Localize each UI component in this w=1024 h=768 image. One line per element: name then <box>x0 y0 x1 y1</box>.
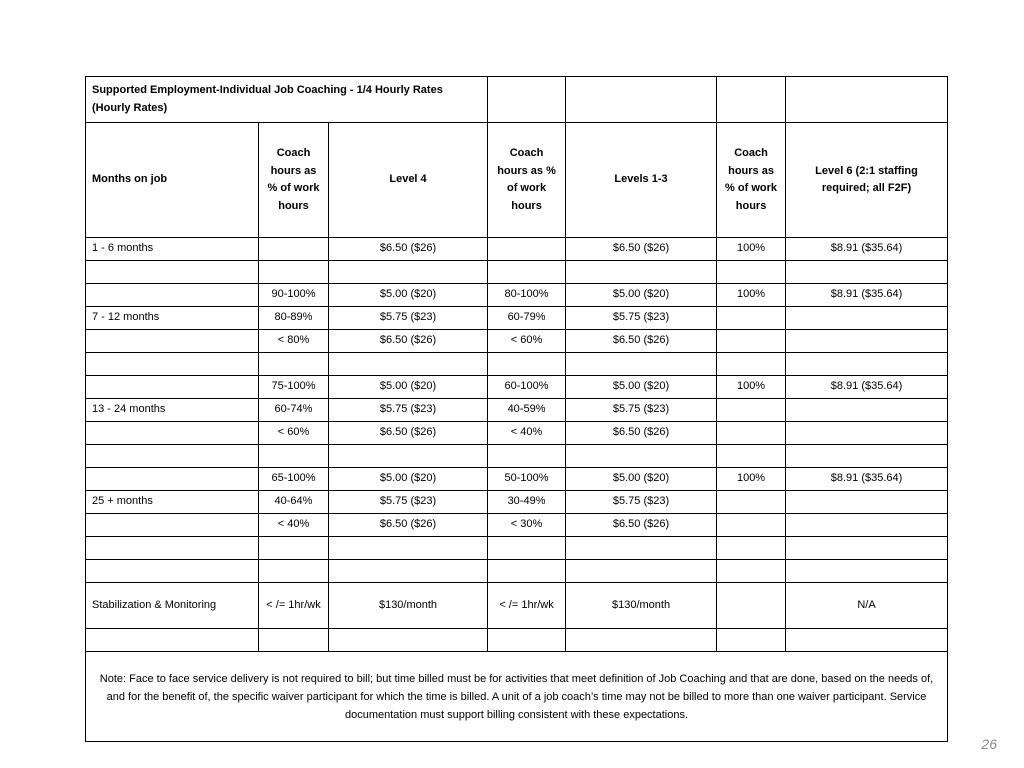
stabilization-coach-hours-levels1-3: < /= 1hr/wk <box>488 583 566 629</box>
table-cell: $5.75 ($23) <box>566 399 717 422</box>
table-row <box>86 261 948 284</box>
table-cell: $5.00 ($20) <box>329 376 488 399</box>
table-cell <box>329 629 488 652</box>
header-coach-hours-pct-level4: Coach hours as % of work hours <box>259 123 329 238</box>
table-cell: 75-100% <box>259 376 329 399</box>
table-cell <box>717 261 786 284</box>
table-cell: 60-74% <box>259 399 329 422</box>
months-on-job-cell: 25 + months <box>86 491 259 514</box>
table-cell: 100% <box>717 284 786 307</box>
table-cell: $8.91 ($35.64) <box>786 238 948 261</box>
table-cell <box>488 261 566 284</box>
table-cell <box>717 353 786 376</box>
months-on-job-cell <box>86 514 259 537</box>
table-cell <box>566 629 717 652</box>
stabilization-level-6-rate: N/A <box>786 583 948 629</box>
table-cell <box>786 261 948 284</box>
table-cell <box>259 629 329 652</box>
table-cell: < 60% <box>259 422 329 445</box>
header-level-6: Level 6 (2:1 staffing required; all F2F) <box>786 123 948 238</box>
table-cell: $5.75 ($23) <box>566 491 717 514</box>
months-on-job-cell <box>86 261 259 284</box>
table-cell <box>786 537 948 560</box>
table-cell: $5.00 ($20) <box>566 468 717 491</box>
months-on-job-cell <box>86 445 259 468</box>
months-on-job-cell <box>86 537 259 560</box>
months-on-job-cell: 1 - 6 months <box>86 238 259 261</box>
table-row <box>86 330 948 353</box>
table-cell <box>259 537 329 560</box>
table-cell <box>259 261 329 284</box>
table-cell: 60-79% <box>488 307 566 330</box>
table-cell <box>488 238 566 261</box>
table-cell <box>786 399 948 422</box>
table-row <box>86 468 948 491</box>
table-cell <box>488 560 566 583</box>
table-cell: $5.00 ($20) <box>329 468 488 491</box>
table-cell: $5.00 ($20) <box>329 284 488 307</box>
table-cell: $8.91 ($35.64) <box>786 284 948 307</box>
table-cell <box>786 514 948 537</box>
table-cell: 80-89% <box>259 307 329 330</box>
months-on-job-cell <box>86 284 259 307</box>
months-on-job-cell: 7 - 12 months <box>86 307 259 330</box>
header-row <box>86 123 948 238</box>
header-coach-hours-pct-level6: Coach hours as % of work hours <box>717 123 786 238</box>
table-cell <box>786 353 948 376</box>
table-cell <box>329 353 488 376</box>
stabilization-levels-1-3-rate: $130/month <box>566 583 717 629</box>
table-cell <box>717 77 786 123</box>
table-cell <box>566 537 717 560</box>
table-row <box>86 537 948 560</box>
table-cell <box>259 445 329 468</box>
table-cell <box>717 491 786 514</box>
table-cell <box>717 629 786 652</box>
table-cell: < 60% <box>488 330 566 353</box>
table-cell <box>488 77 566 123</box>
note-row <box>86 652 948 742</box>
table-cell: 40-59% <box>488 399 566 422</box>
table-row <box>86 284 948 307</box>
stabilization-level-4-rate: $130/month <box>329 583 488 629</box>
table-cell <box>717 307 786 330</box>
table-cell <box>329 537 488 560</box>
table-cell: 100% <box>717 238 786 261</box>
page-number: 26 <box>981 736 997 752</box>
table-cell <box>786 77 948 123</box>
table-cell <box>488 353 566 376</box>
table-cell <box>259 238 329 261</box>
stabilization-coach-hours-level6 <box>717 583 786 629</box>
header-months-on-job: Months on job <box>86 123 259 238</box>
table-cell: 65-100% <box>259 468 329 491</box>
table-cell: < 80% <box>259 330 329 353</box>
table-cell <box>786 560 948 583</box>
table-cell: 30-49% <box>488 491 566 514</box>
title-row <box>86 77 948 123</box>
stabilization-label: Stabilization & Monitoring <box>86 583 259 629</box>
table-row <box>86 629 948 652</box>
table-cell: $5.75 ($23) <box>566 307 717 330</box>
table-cell <box>786 330 948 353</box>
table-cell <box>259 353 329 376</box>
months-on-job-cell <box>86 353 259 376</box>
months-on-job-cell: 13 - 24 months <box>86 399 259 422</box>
table-cell: < 40% <box>259 514 329 537</box>
table-row <box>86 376 948 399</box>
table-cell: $8.91 ($35.64) <box>786 376 948 399</box>
table-cell <box>786 422 948 445</box>
table-row <box>86 445 948 468</box>
table-cell <box>329 560 488 583</box>
table-cell <box>717 330 786 353</box>
billing-note: Note: Face to face service delivery is not required to bill; but time billed must be for activities that meet definition of Job Coaching and that are done, based on the needs of, and for the benefit of, the specific waiver participant for which the time is billed. A unit of a job coach’s time may not be billed to more than one waiver participant. Service documentation must support billing consistent with these expectations. <box>86 652 948 742</box>
table-cell: $8.91 ($35.64) <box>786 468 948 491</box>
table-cell: $6.50 ($26) <box>566 238 717 261</box>
months-on-job-cell <box>86 330 259 353</box>
table-row <box>86 560 948 583</box>
table-cell: $5.00 ($20) <box>566 284 717 307</box>
table-cell: $5.00 ($20) <box>566 376 717 399</box>
table-cell: $6.50 ($26) <box>566 330 717 353</box>
table-cell <box>329 261 488 284</box>
table-cell: 90-100% <box>259 284 329 307</box>
table-cell: < 40% <box>488 422 566 445</box>
table-title: Supported Employment-Individual Job Coaching - 1/4 Hourly Rates (Hourly Rates) <box>86 77 488 123</box>
table-cell <box>566 445 717 468</box>
table-cell: $5.75 ($23) <box>329 399 488 422</box>
hourly-rates-table <box>85 76 948 742</box>
table-cell <box>566 560 717 583</box>
table-cell <box>717 537 786 560</box>
table-cell: 100% <box>717 376 786 399</box>
table-cell: $6.50 ($26) <box>329 422 488 445</box>
table-cell <box>717 422 786 445</box>
header-coach-hours-pct-levels1-3: Coach hours as % of work hours <box>488 123 566 238</box>
table-cell <box>488 537 566 560</box>
table-cell <box>786 629 948 652</box>
table-cell: < 30% <box>488 514 566 537</box>
table-cell <box>488 629 566 652</box>
table-cell <box>259 560 329 583</box>
table-cell <box>717 445 786 468</box>
table-row <box>86 353 948 376</box>
table-cell: $6.50 ($26) <box>329 238 488 261</box>
table-row <box>86 422 948 445</box>
table-cell: 40-64% <box>259 491 329 514</box>
stabilization-row <box>86 583 948 629</box>
table-cell: $6.50 ($26) <box>566 422 717 445</box>
table-cell <box>786 307 948 330</box>
table-row <box>86 399 948 422</box>
months-on-job-cell <box>86 422 259 445</box>
table-cell <box>566 77 717 123</box>
table-cell: $6.50 ($26) <box>566 514 717 537</box>
table-row <box>86 238 948 261</box>
table-cell: 100% <box>717 468 786 491</box>
table-cell: $6.50 ($26) <box>329 514 488 537</box>
table-cell <box>329 445 488 468</box>
table-cell: $6.50 ($26) <box>329 330 488 353</box>
table-cell: 80-100% <box>488 284 566 307</box>
table-cell <box>566 261 717 284</box>
table-row <box>86 491 948 514</box>
table-cell: $5.75 ($23) <box>329 491 488 514</box>
table-row <box>86 307 948 330</box>
table-cell: $5.75 ($23) <box>329 307 488 330</box>
table-cell <box>488 445 566 468</box>
table-cell: 50-100% <box>488 468 566 491</box>
table-cell <box>86 629 259 652</box>
table-cell <box>717 399 786 422</box>
table-cell: 60-100% <box>488 376 566 399</box>
table-cell <box>786 491 948 514</box>
months-on-job-cell <box>86 560 259 583</box>
table-row <box>86 514 948 537</box>
table-cell <box>717 560 786 583</box>
table-cell <box>717 514 786 537</box>
header-levels-1-3: Levels 1-3 <box>566 123 717 238</box>
table-cell <box>786 445 948 468</box>
months-on-job-cell <box>86 376 259 399</box>
months-on-job-cell <box>86 468 259 491</box>
table-cell <box>566 353 717 376</box>
stabilization-coach-hours-level4: < /= 1hr/wk <box>259 583 329 629</box>
header-level-4: Level 4 <box>329 123 488 238</box>
